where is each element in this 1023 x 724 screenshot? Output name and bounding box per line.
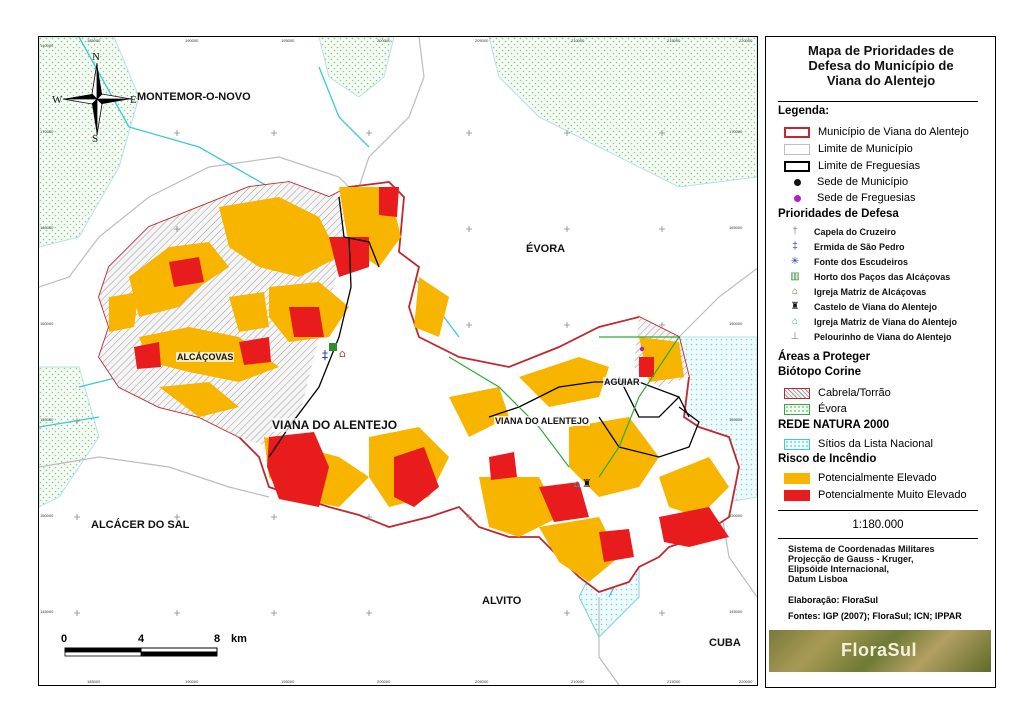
scale-bar (65, 648, 217, 656)
label-aguiar: AGUIAR (604, 377, 640, 387)
label-cuba: CUBA (709, 637, 741, 649)
tick-bottom: 205000 (475, 679, 489, 684)
scale-label-4: 4 (138, 633, 145, 645)
tick-right: 160000 (729, 321, 743, 326)
map-frame[interactable] (38, 36, 758, 686)
legend-label: Sede de Município (817, 176, 909, 188)
legend-heading-areas: Áreas a Proteger (778, 351, 871, 363)
tick-right: 150000 (729, 513, 743, 518)
legend-label: Potencialmente Elevado (818, 472, 937, 484)
legend-item-sede-freguesias (784, 191, 915, 205)
legend-heading-risco: Risco de Incêndio (778, 453, 877, 465)
natura-area-southwest (39, 367, 99, 507)
elaboracao-text: Elaboração: FloraSul (788, 595, 879, 605)
tick-bottom: 215000 (667, 679, 681, 684)
tick-right: 170000 (729, 129, 743, 134)
ermida-sao-pedro-icon: ‡ (322, 348, 328, 362)
fountain-icon: ✳ (790, 256, 800, 267)
legend-item-prioridade (784, 270, 950, 284)
label-alcacovas: ALCÁÇOVAS (177, 352, 234, 362)
pillory-icon: ⊥ (790, 331, 800, 342)
compass-e-label: E (130, 94, 137, 106)
divider (778, 538, 978, 539)
legend-label: Potencialmente Muito Elevado (818, 489, 967, 501)
scale-ratio: 1:180.000 (852, 519, 904, 531)
swatch-limite-municipio (784, 144, 810, 155)
swatch-natura (784, 439, 810, 450)
tick-left: 145000 (40, 609, 54, 614)
swatch-evora (784, 404, 810, 415)
tick-bottom: 195000 (281, 679, 295, 684)
igreja-alcacovas-icon: ⌂ (339, 347, 346, 360)
horto-icon (329, 343, 337, 351)
map-title-line: Mapa de Prioridades de (808, 43, 954, 58)
legend-item-prioridade (784, 255, 908, 269)
swatch-risco-elevado (784, 473, 810, 484)
legend-heading-biotopo: Biótopo Corine (778, 366, 862, 378)
tick-top: 210000 (571, 38, 585, 43)
divider (778, 101, 978, 102)
compass-w-label: W (52, 94, 63, 106)
legend-label: Horto dos Paços das Alcáçovas (814, 272, 951, 282)
legend-label: Ermida de São Pedro (814, 242, 905, 252)
legend-label: Igreja Matriz de Viana do Alentejo (814, 317, 958, 327)
legend-label: Sede de Freguesias (817, 192, 916, 204)
label-evora: ÉVORA (526, 243, 566, 255)
tick-left: 155000 (40, 417, 54, 422)
tick-right: 165000 (729, 225, 743, 230)
legend-label: Fonte dos Escudeiros (814, 257, 909, 267)
divider (778, 510, 978, 511)
tick-left: 165000 (40, 225, 54, 230)
sede-freguesias-dot-icon (794, 195, 801, 202)
legend-item-natura (784, 437, 933, 451)
tick-top: 195000 (281, 38, 295, 43)
compass-s-label: S (92, 133, 99, 145)
legend-item-prioridade (784, 330, 952, 344)
legend-item-prioridade (784, 225, 896, 239)
legend-item-risco-elevado (784, 471, 937, 485)
legend-label: Évora (818, 403, 847, 415)
swatch-limite-freguesias (784, 161, 810, 172)
tick-left: 170000 (40, 129, 54, 134)
coordinate-system (788, 544, 935, 584)
scale-label-8: 8 (214, 633, 221, 645)
legend-heading: Legenda: (778, 105, 830, 117)
label-viana-municipio: VIANA DO ALENTEJO (272, 418, 398, 432)
legend-item-cabrela (784, 386, 891, 400)
label-alvito: ALVITO (482, 595, 522, 607)
map-title-line: Defesa do Município de (808, 58, 954, 73)
tick-top: 185000 (87, 38, 101, 43)
legend-label: Cabrela/Torrão (818, 387, 891, 399)
legend-item-prioridade (784, 285, 926, 299)
legend-item-limite-municipio (784, 142, 913, 156)
legend-item-sede-municipio (784, 175, 908, 189)
logo-text: FloraSul (841, 640, 918, 660)
map-canvas[interactable] (39, 37, 757, 685)
castle-icon: ♜ (790, 301, 800, 312)
coord-line: Elipsóide Internacional, (788, 564, 890, 574)
tick-top: 215000 (667, 38, 681, 43)
legend-item-limite-freguesias (784, 159, 920, 173)
legend-label: Pelourinho de Viana do Alentejo (814, 332, 952, 342)
legend-label: Capela do Cruzeiro (814, 227, 897, 237)
legend-panel (765, 36, 996, 688)
tick-top: 200000 (377, 38, 391, 43)
legend-heading-prioridades: Prioridades de Defesa (778, 208, 899, 220)
natura-area-evora-north (319, 37, 394, 97)
legend-item-prioridade (784, 240, 905, 254)
legend-item-risco-muito-elevado (784, 488, 967, 502)
legend-label: Sítios da Lista Nacional (818, 438, 933, 450)
cross-icon: † (792, 226, 798, 237)
church-icon: ⌂ (791, 316, 799, 327)
florasul-logo (769, 630, 991, 672)
label-montemor: MONTEMOR-O-NOVO (137, 91, 251, 103)
scale-label-0: 0 (61, 633, 68, 645)
tick-top: 190000 (185, 38, 199, 43)
sede-freguesia-dot (640, 347, 644, 351)
fontes-text: Fontes: IGP (2007); FloraSul; ICN; IPPAR (788, 611, 962, 621)
legend-label: Limite de Município (818, 143, 913, 155)
legend-item-municipio (784, 125, 969, 139)
tick-left: 150000 (40, 513, 54, 518)
igreja-viana-icon: ⌂ (574, 479, 581, 490)
compass-n-label: N (92, 51, 100, 63)
legend-label: Castelo de Viana do Alentejo (814, 302, 938, 312)
legend-label: Igreja Matriz de Alcáçovas (814, 287, 927, 297)
garden-icon: ▥ (790, 271, 800, 282)
tick-right: 155000 (729, 417, 743, 422)
tick-bottom: 190000 (185, 679, 199, 684)
label-viana-freguesia: VIANA DO ALENTEJO (495, 416, 589, 426)
scale-label-unit: km (231, 633, 247, 645)
label-alcacer: ALCÁCER DO SAL (91, 519, 190, 531)
map-title-line: Viana do Alentejo (826, 73, 936, 88)
tick-top: 220000 (739, 38, 753, 43)
tick-top: 205000 (475, 38, 489, 43)
legend-item-evora (784, 402, 847, 416)
map-title (776, 43, 986, 88)
swatch-cabrela (784, 388, 810, 399)
tick-left: 160000 (40, 321, 54, 326)
legend-item-prioridade (784, 315, 957, 329)
tick-bottom: 200000 (377, 679, 391, 684)
sede-municipio-dot-icon (794, 179, 801, 186)
tick-bottom: 210000 (571, 679, 585, 684)
coord-line: Datum Lisboa (788, 574, 848, 584)
coord-line: Sistema de Coordenadas Militares (788, 544, 935, 554)
legend-label: Limite de Freguesias (818, 160, 921, 172)
legend-heading-natura: REDE NATURA 2000 (778, 419, 890, 431)
double-cross-icon: ‡ (792, 241, 798, 252)
natura-area-north (39, 37, 139, 247)
legend-item-prioridade (784, 300, 937, 314)
tick-bottom: 185000 (87, 679, 101, 684)
tick-right: 145000 (729, 609, 743, 614)
natura-area-northeast (489, 37, 757, 187)
swatch-risco-muito-elevado (784, 490, 810, 501)
coord-line: Projecção de Gauss - Kruger, (788, 554, 914, 564)
castelo-viana-icon: ♜ (582, 477, 592, 490)
swatch-municipio (784, 127, 810, 138)
tick-bottom: 220000 (739, 679, 753, 684)
legend-label: Município de Viana do Alentejo (818, 126, 969, 138)
church-icon: ⌂ (791, 286, 799, 297)
tick-left: 140000 (40, 43, 54, 48)
